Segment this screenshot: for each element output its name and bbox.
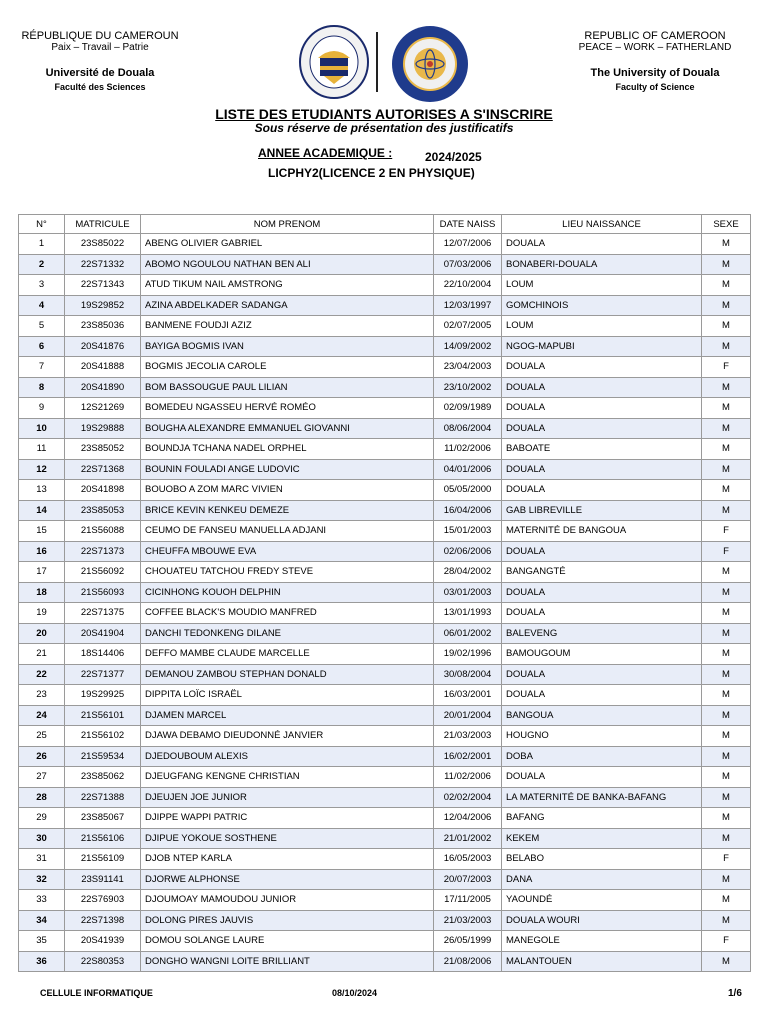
- cell-birthplace: BAMOUGOUM: [502, 644, 702, 665]
- logo-divider: [376, 32, 378, 92]
- cell-name: COFFEE BLACK'S MOUDIO MANFRED: [141, 603, 434, 624]
- table-row: [19, 787, 751, 808]
- table-row: [19, 869, 751, 890]
- cell-name: DANCHI TEDONKENG DILANE: [141, 623, 434, 644]
- cell-number: 26: [19, 746, 65, 767]
- cell-birthplace: MANEGOLE: [502, 931, 702, 952]
- cell-name: BANMENE FOUDJI AZIZ: [141, 316, 434, 337]
- cell-sex: F: [702, 521, 751, 542]
- cell-number: 10: [19, 418, 65, 439]
- cell-matricule: 20S41898: [65, 480, 141, 501]
- table-row: [19, 336, 751, 357]
- cell-number: 17: [19, 562, 65, 583]
- academic-year-value: 2024/2025: [425, 150, 482, 164]
- cell-matricule: 20S41876: [65, 336, 141, 357]
- cell-birthplace: DOUALA: [502, 459, 702, 480]
- cell-birthplace: BAFANG: [502, 808, 702, 829]
- cell-birthplace: NGOG-MAPUBI: [502, 336, 702, 357]
- cell-name: CHOUATEU TATCHOU FREDY STEVE: [141, 562, 434, 583]
- cell-number: 5: [19, 316, 65, 337]
- cell-sex: M: [702, 500, 751, 521]
- table-row: [19, 500, 751, 521]
- col-header-number: N°: [19, 215, 65, 234]
- cell-matricule: 21S56101: [65, 705, 141, 726]
- cell-number: 20: [19, 623, 65, 644]
- cell-sex: M: [702, 562, 751, 583]
- cell-birthplace: DOUALA: [502, 541, 702, 562]
- table-row: [19, 316, 751, 337]
- cell-birthplace: DOUALA: [502, 418, 702, 439]
- cell-number: 27: [19, 767, 65, 788]
- cell-sex: M: [702, 316, 751, 337]
- cell-birthdate: 20/01/2004: [434, 705, 502, 726]
- cell-name: DJIPPE WAPPI PATRIC: [141, 808, 434, 829]
- faculty-fr: Faculté des Sciences: [54, 82, 146, 92]
- cell-number: 23: [19, 685, 65, 706]
- table-row: [19, 480, 751, 501]
- cell-number: 18: [19, 582, 65, 603]
- cell-matricule: 23S85022: [65, 234, 141, 255]
- document-subtitle: Sous réserve de présentation des justificatifs: [254, 121, 514, 135]
- cell-number: 11: [19, 439, 65, 460]
- cell-sex: M: [702, 910, 751, 931]
- cell-birthdate: 13/01/1993: [434, 603, 502, 624]
- cell-birthplace: DOUALA: [502, 685, 702, 706]
- cell-matricule: 19S29925: [65, 685, 141, 706]
- cell-matricule: 21S56109: [65, 849, 141, 870]
- cell-number: 6: [19, 336, 65, 357]
- cell-sex: M: [702, 582, 751, 603]
- cell-name: ATUD TIKUM NAIL AMSTRONG: [141, 275, 434, 296]
- cell-birthplace: DOUALA WOURI: [502, 910, 702, 931]
- cell-number: 7: [19, 357, 65, 378]
- cell-number: 16: [19, 541, 65, 562]
- cell-name: DOLONG PIRES JAUVIS: [141, 910, 434, 931]
- cell-matricule: 21S56102: [65, 726, 141, 747]
- cell-sex: F: [702, 931, 751, 952]
- cell-birthplace: GAB LIBREVILLE: [502, 500, 702, 521]
- footer-page-number: 1/6: [728, 988, 742, 999]
- cell-matricule: 21S56093: [65, 582, 141, 603]
- cell-matricule: 22S71398: [65, 910, 141, 931]
- cell-sex: M: [702, 951, 751, 972]
- cell-birthplace: DOUALA: [502, 480, 702, 501]
- university-en: The University of Douala: [590, 67, 720, 79]
- cell-name: BOUGHA ALEXANDRE EMMANUEL GIOVANNI: [141, 418, 434, 439]
- cell-birthplace: DOUALA: [502, 664, 702, 685]
- table-row: [19, 398, 751, 419]
- cell-birthplace: MALANTOUEN: [502, 951, 702, 972]
- cell-birthplace: LOUM: [502, 275, 702, 296]
- table-row: [19, 808, 751, 829]
- cell-name: BOUNIN FOULADI ANGE LUDOVIC: [141, 459, 434, 480]
- cell-number: 32: [19, 869, 65, 890]
- table-row: [19, 541, 751, 562]
- cell-number: 22: [19, 664, 65, 685]
- cell-matricule: 22S71373: [65, 541, 141, 562]
- cell-number: 1: [19, 234, 65, 255]
- academic-year-label: ANNEE ACADEMIQUE :: [258, 146, 393, 160]
- cell-birthdate: 11/02/2006: [434, 767, 502, 788]
- programme-name: LICPHY2(LICENCE 2 EN PHYSIQUE): [268, 166, 475, 180]
- col-header-matricule: MATRICULE: [65, 215, 141, 234]
- cell-sex: M: [702, 664, 751, 685]
- cell-matricule: 20S41890: [65, 377, 141, 398]
- cell-matricule: 20S41904: [65, 623, 141, 644]
- cell-birthdate: 07/03/2006: [434, 254, 502, 275]
- cell-sex: M: [702, 398, 751, 419]
- cell-number: 29: [19, 808, 65, 829]
- cell-name: BRICE KEVIN KENKEU DEMEZE: [141, 500, 434, 521]
- cell-birthplace: BONABERI-DOUALA: [502, 254, 702, 275]
- cell-number: 8: [19, 377, 65, 398]
- cell-number: 9: [19, 398, 65, 419]
- country-en: REPUBLIC OF CAMEROON: [584, 30, 726, 42]
- cell-name: CHEUFFA MBOUWE EVA: [141, 541, 434, 562]
- cell-matricule: 23S85053: [65, 500, 141, 521]
- cell-matricule: 20S41888: [65, 357, 141, 378]
- cell-sex: M: [702, 377, 751, 398]
- cell-matricule: 12S21269: [65, 398, 141, 419]
- cell-birthdate: 11/02/2006: [434, 439, 502, 460]
- table-row: [19, 623, 751, 644]
- table-row: [19, 418, 751, 439]
- cell-matricule: 21S56088: [65, 521, 141, 542]
- cell-matricule: 20S41939: [65, 931, 141, 952]
- cell-name: BOM BASSOUGUE PAUL LILIAN: [141, 377, 434, 398]
- cell-name: CICINHONG KOUOH DELPHIN: [141, 582, 434, 603]
- cell-number: 14: [19, 500, 65, 521]
- cell-birthdate: 02/02/2004: [434, 787, 502, 808]
- table-row: [19, 849, 751, 870]
- cell-sex: M: [702, 644, 751, 665]
- cell-birthdate: 21/01/2002: [434, 828, 502, 849]
- cell-birthplace: YAOUNDÉ: [502, 890, 702, 911]
- cell-matricule: 22S71332: [65, 254, 141, 275]
- cell-birthplace: BALEVENG: [502, 623, 702, 644]
- cell-birthdate: 05/05/2000: [434, 480, 502, 501]
- country-fr: RÉPUBLIQUE DU CAMEROUN: [21, 30, 179, 42]
- cell-matricule: 23S85052: [65, 439, 141, 460]
- cell-name: DEFFO MAMBE CLAUDE MARCELLE: [141, 644, 434, 665]
- cell-matricule: 19S29888: [65, 418, 141, 439]
- col-header-sex: SEXE: [702, 215, 751, 234]
- table-row: [19, 644, 751, 665]
- cell-sex: M: [702, 459, 751, 480]
- cell-sex: M: [702, 480, 751, 501]
- cell-birthdate: 02/09/1989: [434, 398, 502, 419]
- cell-name: DJEUGFANG KENGNE CHRISTIAN: [141, 767, 434, 788]
- faculty-logo: [388, 24, 472, 104]
- cell-sex: M: [702, 295, 751, 316]
- footer-department: CELLULE INFORMATIQUE: [40, 988, 153, 998]
- cell-name: ABENG OLIVIER GABRIEL: [141, 234, 434, 255]
- cell-matricule: 22S71375: [65, 603, 141, 624]
- cell-birthplace: GOMCHINOIS: [502, 295, 702, 316]
- cell-birthdate: 02/07/2005: [434, 316, 502, 337]
- cell-matricule: 21S56106: [65, 828, 141, 849]
- table-row: [19, 664, 751, 685]
- cell-matricule: 21S59534: [65, 746, 141, 767]
- cell-sex: M: [702, 254, 751, 275]
- cell-sex: M: [702, 705, 751, 726]
- cell-number: 3: [19, 275, 65, 296]
- table-header-row: [19, 215, 751, 234]
- cell-number: 33: [19, 890, 65, 911]
- cell-birthdate: 16/04/2006: [434, 500, 502, 521]
- cell-birthdate: 21/03/2003: [434, 726, 502, 747]
- cell-sex: M: [702, 439, 751, 460]
- cell-sex: M: [702, 275, 751, 296]
- cell-matricule: 22S76903: [65, 890, 141, 911]
- table-row: [19, 459, 751, 480]
- cell-birthplace: HOUGNO: [502, 726, 702, 747]
- cell-birthdate: 06/01/2002: [434, 623, 502, 644]
- table-row: [19, 685, 751, 706]
- cell-matricule: 22S71377: [65, 664, 141, 685]
- cell-birthdate: 02/06/2006: [434, 541, 502, 562]
- cell-birthplace: MATERNITÉ DE BANGOUA: [502, 521, 702, 542]
- cell-sex: M: [702, 890, 751, 911]
- cell-number: 36: [19, 951, 65, 972]
- cell-number: 34: [19, 910, 65, 931]
- cell-birthdate: 08/06/2004: [434, 418, 502, 439]
- cell-number: 24: [19, 705, 65, 726]
- cell-sex: M: [702, 336, 751, 357]
- cell-name: DIPPITA LOÏC ISRAËL: [141, 685, 434, 706]
- cell-name: DOMOU SOLANGE LAURE: [141, 931, 434, 952]
- table-row: [19, 931, 751, 952]
- cell-birthdate: 23/10/2002: [434, 377, 502, 398]
- cell-sex: M: [702, 808, 751, 829]
- cell-birthplace: DANA: [502, 869, 702, 890]
- cell-birthplace: DOUALA: [502, 767, 702, 788]
- cell-birthdate: 21/08/2006: [434, 951, 502, 972]
- document-title: LISTE DES ETUDIANTS AUTORISES A S'INSCRIRE: [215, 106, 553, 122]
- cell-sex: M: [702, 767, 751, 788]
- cell-birthplace: KEKEM: [502, 828, 702, 849]
- cell-birthplace: DOUALA: [502, 398, 702, 419]
- cell-sex: M: [702, 234, 751, 255]
- table-row: [19, 910, 751, 931]
- cell-birthdate: 16/05/2003: [434, 849, 502, 870]
- table-row: [19, 603, 751, 624]
- cell-birthdate: 16/03/2001: [434, 685, 502, 706]
- cell-birthplace: DOUALA: [502, 603, 702, 624]
- cell-number: 13: [19, 480, 65, 501]
- cell-matricule: 22S71343: [65, 275, 141, 296]
- cell-birthdate: 28/04/2002: [434, 562, 502, 583]
- table-row: [19, 562, 751, 583]
- cell-matricule: 22S80353: [65, 951, 141, 972]
- cell-birthdate: 03/01/2003: [434, 582, 502, 603]
- cell-birthdate: 12/04/2006: [434, 808, 502, 829]
- table-row: [19, 890, 751, 911]
- cell-birthplace: DOUALA: [502, 377, 702, 398]
- cell-birthdate: 22/10/2004: [434, 275, 502, 296]
- cell-number: 19: [19, 603, 65, 624]
- cell-birthdate: 12/03/1997: [434, 295, 502, 316]
- cell-sex: M: [702, 828, 751, 849]
- cell-number: 4: [19, 295, 65, 316]
- cell-number: 15: [19, 521, 65, 542]
- col-header-birthdate: DATE NAISS: [434, 215, 502, 234]
- cell-sex: F: [702, 541, 751, 562]
- cell-birthdate: 16/02/2001: [434, 746, 502, 767]
- cell-birthplace: DOUALA: [502, 234, 702, 255]
- cell-sex: F: [702, 849, 751, 870]
- cell-name: DJAWA DEBAMO DIEUDONNÉ JANVIER: [141, 726, 434, 747]
- cell-name: DJEDOUBOUM ALEXIS: [141, 746, 434, 767]
- table-row: [19, 254, 751, 275]
- table-row: [19, 705, 751, 726]
- cell-number: 30: [19, 828, 65, 849]
- cell-matricule: 22S71368: [65, 459, 141, 480]
- cell-sex: M: [702, 418, 751, 439]
- cell-birthdate: 19/02/1996: [434, 644, 502, 665]
- students-table: [18, 214, 751, 972]
- cell-birthdate: 26/05/1999: [434, 931, 502, 952]
- cell-birthdate: 17/11/2005: [434, 890, 502, 911]
- cell-matricule: 23S91141: [65, 869, 141, 890]
- table-row: [19, 951, 751, 972]
- cell-birthplace: DOBA: [502, 746, 702, 767]
- cell-name: DJORWE ALPHONSE: [141, 869, 434, 890]
- cell-number: 35: [19, 931, 65, 952]
- cell-sex: M: [702, 685, 751, 706]
- cell-name: BOGMIS JECOLIA CAROLE: [141, 357, 434, 378]
- cell-sex: M: [702, 623, 751, 644]
- cell-number: 25: [19, 726, 65, 747]
- cell-matricule: 21S56092: [65, 562, 141, 583]
- cell-name: BAYIGA BOGMIS IVAN: [141, 336, 434, 357]
- cell-name: DJOUMOAY MAMOUDOU JUNIOR: [141, 890, 434, 911]
- table-row: [19, 439, 751, 460]
- cell-birthplace: BELABO: [502, 849, 702, 870]
- cell-name: DONGHO WANGNI LOITE BRILLIANT: [141, 951, 434, 972]
- cell-birthplace: BANGANGTÉ: [502, 562, 702, 583]
- table-row: [19, 357, 751, 378]
- cell-birthdate: 12/07/2006: [434, 234, 502, 255]
- cell-number: 2: [19, 254, 65, 275]
- footer-date: 08/10/2024: [332, 988, 378, 998]
- cell-name: AZINA ABDELKADER SADANGA: [141, 295, 434, 316]
- cell-birthplace: LOUM: [502, 316, 702, 337]
- cell-number: 31: [19, 849, 65, 870]
- cell-sex: M: [702, 726, 751, 747]
- cell-birthplace: LA MATERNITÉ DE BANKA-BAFANG: [502, 787, 702, 808]
- cell-sex: M: [702, 787, 751, 808]
- university-logo: [298, 24, 370, 100]
- cell-sex: F: [702, 357, 751, 378]
- cell-name: DEMANOU ZAMBOU STEPHAN DONALD: [141, 664, 434, 685]
- table-row: [19, 521, 751, 542]
- cell-name: CEUMO DE FANSEU MANUELLA ADJANI: [141, 521, 434, 542]
- cell-name: DJIPUE YOKOUE SOSTHENE: [141, 828, 434, 849]
- table-row: [19, 275, 751, 296]
- cell-matricule: 23S85036: [65, 316, 141, 337]
- cell-birthdate: 23/04/2003: [434, 357, 502, 378]
- cell-birthplace: DOUALA: [502, 582, 702, 603]
- header-right-block: [560, 30, 750, 94]
- cell-birthplace: BABOATE: [502, 439, 702, 460]
- table-row: [19, 726, 751, 747]
- cell-birthdate: 15/01/2003: [434, 521, 502, 542]
- table-row: [19, 828, 751, 849]
- table-row: [19, 295, 751, 316]
- cell-birthplace: DOUALA: [502, 357, 702, 378]
- cell-birthdate: 04/01/2006: [434, 459, 502, 480]
- table-row: [19, 582, 751, 603]
- cell-birthdate: 14/09/2002: [434, 336, 502, 357]
- motto-fr: Paix – Travail – Patrie: [51, 42, 149, 53]
- table-row: [19, 746, 751, 767]
- table-row: [19, 767, 751, 788]
- cell-sex: M: [702, 869, 751, 890]
- cell-matricule: 23S85067: [65, 808, 141, 829]
- cell-matricule: 19S29852: [65, 295, 141, 316]
- cell-number: 28: [19, 787, 65, 808]
- cell-birthplace: BANGOUA: [502, 705, 702, 726]
- col-header-birthplace: LIEU NAISSANCE: [502, 215, 702, 234]
- motto-en: PEACE – WORK – FATHERLAND: [578, 42, 732, 53]
- cell-number: 12: [19, 459, 65, 480]
- cell-name: BOUOBO A ZOM MARC VIVIEN: [141, 480, 434, 501]
- col-header-name: NOM PRENOM: [141, 215, 434, 234]
- cell-birthdate: 21/03/2003: [434, 910, 502, 931]
- university-fr: Université de Douala: [45, 67, 155, 79]
- cell-name: DJOB NTEP KARLA: [141, 849, 434, 870]
- table-row: [19, 377, 751, 398]
- table-row: [19, 234, 751, 255]
- cell-name: DJAMEN MARCEL: [141, 705, 434, 726]
- cell-sex: M: [702, 603, 751, 624]
- cell-name: ABOMO NGOULOU NATHAN BEN ALI: [141, 254, 434, 275]
- cell-birthdate: 30/08/2004: [434, 664, 502, 685]
- cell-birthdate: 20/07/2003: [434, 869, 502, 890]
- cell-matricule: 18S14406: [65, 644, 141, 665]
- header-left-block: [10, 30, 190, 94]
- cell-matricule: 22S71388: [65, 787, 141, 808]
- cell-matricule: 23S85062: [65, 767, 141, 788]
- cell-name: BOMEDEU NGASSEU HERVÉ ROMÉO: [141, 398, 434, 419]
- cell-name: DJEUJEN JOE JUNIOR: [141, 787, 434, 808]
- cell-number: 21: [19, 644, 65, 665]
- cell-name: BOUNDJA TCHANA NADEL ORPHEL: [141, 439, 434, 460]
- cell-sex: M: [702, 746, 751, 767]
- faculty-en: Faculty of Science: [615, 82, 695, 92]
